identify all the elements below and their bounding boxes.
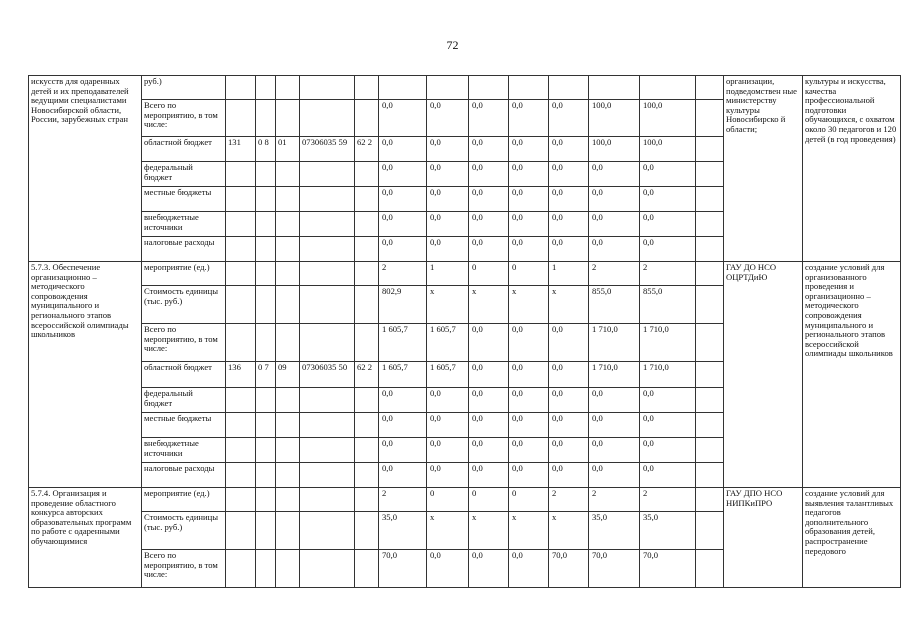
budget-code-cell xyxy=(300,388,355,413)
budget-code-cell xyxy=(276,286,300,324)
budget-code-cell xyxy=(276,100,300,137)
indicator-label-cell: мероприятие (ед.) xyxy=(142,262,226,286)
budget-code-cell xyxy=(276,187,300,212)
budget-code-cell xyxy=(226,187,256,212)
value-cell xyxy=(469,76,509,100)
indicator-label-cell: мероприятие (ед.) xyxy=(142,488,226,512)
budget-code-cell: 131 xyxy=(226,137,256,162)
indicator-label-cell: внебюджетные источники xyxy=(142,212,226,237)
budget-code-cell xyxy=(276,413,300,438)
table-body xyxy=(29,76,901,588)
budget-code-cell xyxy=(300,438,355,463)
indicator-label-cell: налоговые расходы xyxy=(142,463,226,488)
value-cell: 0,0 xyxy=(469,388,509,413)
indicator-label-cell: федеральный бюджет xyxy=(142,388,226,413)
empty-cell xyxy=(696,237,724,262)
value-cell: 0,0 xyxy=(509,550,549,588)
budget-code-cell xyxy=(226,237,256,262)
empty-cell xyxy=(696,100,724,137)
budget-code-cell xyxy=(256,413,276,438)
budget-code-cell: 0 8 xyxy=(256,137,276,162)
value-cell: 0,0 xyxy=(589,162,640,187)
result-cell: создание условий для выявления талантливых педагогов дополнительного образования детей, распространение передового xyxy=(803,488,901,588)
budget-code-cell xyxy=(256,550,276,588)
table-row xyxy=(29,76,901,100)
budget-code-cell xyxy=(226,76,256,100)
value-cell: 0,0 xyxy=(427,187,469,212)
value-cell: 70,0 xyxy=(589,550,640,588)
value-cell: 0,0 xyxy=(589,187,640,212)
value-cell: x xyxy=(549,286,589,324)
budget-code-cell xyxy=(226,488,256,512)
budget-code-cell xyxy=(355,187,379,212)
value-cell: 0,0 xyxy=(549,212,589,237)
value-cell: 2 xyxy=(589,262,640,286)
value-cell xyxy=(549,76,589,100)
empty-cell xyxy=(696,324,724,362)
budget-code-cell xyxy=(226,212,256,237)
value-cell: 0 xyxy=(469,262,509,286)
budget-code-cell xyxy=(256,488,276,512)
value-cell: 0,0 xyxy=(509,463,549,488)
empty-cell xyxy=(696,488,724,512)
value-cell: x xyxy=(427,286,469,324)
budget-code-cell xyxy=(256,463,276,488)
value-cell: 1 710,0 xyxy=(589,362,640,388)
value-cell: 0,0 xyxy=(469,324,509,362)
empty-cell xyxy=(696,162,724,187)
empty-cell xyxy=(696,550,724,588)
page-number: 72 xyxy=(446,38,459,52)
budget-code-cell xyxy=(355,463,379,488)
budget-code-cell: 07306035 59 xyxy=(300,137,355,162)
budget-code-cell xyxy=(226,162,256,187)
value-cell: 2 xyxy=(640,488,696,512)
value-cell: 0,0 xyxy=(589,388,640,413)
budget-code-cell xyxy=(355,488,379,512)
value-cell: 0,0 xyxy=(509,388,549,413)
indicator-label-cell: Стоимость единицы (тыс. руб.) xyxy=(142,286,226,324)
value-cell: 0,0 xyxy=(589,212,640,237)
budget-code-cell xyxy=(276,488,300,512)
value-cell: 0,0 xyxy=(640,388,696,413)
value-cell: 70,0 xyxy=(640,550,696,588)
activity-title-cell: искусств для одаренных детей и их преподавателей ведущими специалистами Новосибирской области, России, зарубежных стран xyxy=(29,76,142,262)
budget-code-cell xyxy=(355,237,379,262)
budget-code-cell xyxy=(300,488,355,512)
budget-code-cell xyxy=(226,262,256,286)
budget-code-cell xyxy=(226,324,256,362)
value-cell: 35,0 xyxy=(640,512,696,550)
budget-code-cell xyxy=(276,262,300,286)
value-cell xyxy=(509,76,549,100)
value-cell: 2 xyxy=(549,488,589,512)
budget-code-cell xyxy=(276,550,300,588)
value-cell: 0,0 xyxy=(427,212,469,237)
value-cell: x xyxy=(427,512,469,550)
value-cell: 0,0 xyxy=(549,438,589,463)
budget-code-cell xyxy=(226,438,256,463)
value-cell: 0,0 xyxy=(640,212,696,237)
budget-code-cell xyxy=(355,413,379,438)
value-cell: 0,0 xyxy=(589,237,640,262)
value-cell: 0 xyxy=(509,262,549,286)
value-cell: 0,0 xyxy=(509,413,549,438)
value-cell: 0,0 xyxy=(469,237,509,262)
executor-cell: ГАУ ДО НСО ОЦРТДиЮ xyxy=(724,262,803,488)
executor-cell: ГАУ ДПО НСО НИПКиПРО xyxy=(724,488,803,588)
executor-cell: организации, подведомствен ные министерству культуры Новосибирско й области; xyxy=(724,76,803,262)
value-cell: 1 xyxy=(549,262,589,286)
value-cell: x xyxy=(509,512,549,550)
budget-code-cell xyxy=(276,512,300,550)
indicator-label-cell: внебюджетные источники xyxy=(142,438,226,463)
value-cell: 0,0 xyxy=(509,438,549,463)
value-cell: 0,0 xyxy=(379,388,427,413)
empty-cell xyxy=(696,286,724,324)
value-cell: 0,0 xyxy=(427,413,469,438)
indicator-label-cell: федеральный бюджет xyxy=(142,162,226,187)
value-cell: 1 xyxy=(427,262,469,286)
value-cell: 70,0 xyxy=(379,550,427,588)
indicator-label-cell: областной бюджет xyxy=(142,137,226,162)
empty-cell xyxy=(696,187,724,212)
budget-code-cell xyxy=(276,388,300,413)
budget-code-cell xyxy=(355,438,379,463)
budget-code-cell xyxy=(276,438,300,463)
budget-code-cell xyxy=(256,438,276,463)
value-cell: 0,0 xyxy=(549,463,589,488)
value-cell: 0 xyxy=(469,488,509,512)
budget-code-cell xyxy=(226,100,256,137)
budget-code-cell xyxy=(256,100,276,137)
budget-code-cell xyxy=(300,324,355,362)
budget-code-cell xyxy=(276,237,300,262)
value-cell: 0,0 xyxy=(469,162,509,187)
value-cell xyxy=(379,76,427,100)
budget-code-cell: 0 7 xyxy=(256,362,276,388)
budget-code-cell xyxy=(226,413,256,438)
value-cell: 0,0 xyxy=(469,463,509,488)
empty-cell xyxy=(696,512,724,550)
value-cell: 0,0 xyxy=(509,187,549,212)
empty-cell xyxy=(696,463,724,488)
value-cell: 0,0 xyxy=(379,100,427,137)
value-cell: 0,0 xyxy=(379,162,427,187)
budget-code-cell xyxy=(300,262,355,286)
value-cell: 0,0 xyxy=(589,438,640,463)
value-cell: 0,0 xyxy=(379,212,427,237)
value-cell: 100,0 xyxy=(589,100,640,137)
value-cell: 0,0 xyxy=(589,463,640,488)
value-cell: 0,0 xyxy=(640,162,696,187)
value-cell: x xyxy=(469,512,509,550)
budget-code-cell xyxy=(355,388,379,413)
budget-code-cell xyxy=(256,262,276,286)
value-cell: 0,0 xyxy=(427,100,469,137)
budget-code-cell xyxy=(300,212,355,237)
activity-title-cell: 5.7.3. Обеспечение организационно – методического сопровождения муниципального и регионального этапов всероссийской олимпиады школьников xyxy=(29,262,142,488)
empty-cell xyxy=(696,438,724,463)
value-cell: 0,0 xyxy=(379,413,427,438)
value-cell: 2 xyxy=(379,488,427,512)
indicator-label-cell: областной бюджет xyxy=(142,362,226,388)
budget-code-cell: 07306035 50 xyxy=(300,362,355,388)
budget-code-cell: 09 xyxy=(276,362,300,388)
budget-code-cell xyxy=(355,286,379,324)
value-cell: 0,0 xyxy=(469,137,509,162)
budget-code-cell xyxy=(355,212,379,237)
indicator-label-cell: местные бюджеты xyxy=(142,187,226,212)
value-cell: 855,0 xyxy=(589,286,640,324)
value-cell: 0,0 xyxy=(469,362,509,388)
value-cell: 0,0 xyxy=(379,137,427,162)
value-cell: 0,0 xyxy=(379,463,427,488)
budget-code-cell xyxy=(355,76,379,100)
value-cell: 0,0 xyxy=(509,212,549,237)
budget-code-cell xyxy=(300,286,355,324)
value-cell: 855,0 xyxy=(640,286,696,324)
value-cell: 0,0 xyxy=(549,388,589,413)
budget-code-cell xyxy=(226,512,256,550)
budget-code-cell xyxy=(256,162,276,187)
value-cell: x xyxy=(549,512,589,550)
table-row xyxy=(29,262,901,286)
value-cell: 0,0 xyxy=(469,550,509,588)
budget-code-cell: 62 2 xyxy=(355,362,379,388)
value-cell: 0,0 xyxy=(469,413,509,438)
value-cell: 0 xyxy=(509,488,549,512)
indicator-label-cell: Стоимость единицы (тыс. руб.) xyxy=(142,512,226,550)
value-cell: 0,0 xyxy=(509,100,549,137)
value-cell: 1 710,0 xyxy=(589,324,640,362)
budget-code-cell xyxy=(300,550,355,588)
value-cell: 0,0 xyxy=(427,237,469,262)
value-cell: 0,0 xyxy=(640,463,696,488)
budget-code-cell xyxy=(276,463,300,488)
budget-code-cell xyxy=(355,550,379,588)
value-cell xyxy=(589,76,640,100)
budget-code-cell xyxy=(256,187,276,212)
value-cell: 0,0 xyxy=(640,413,696,438)
budget-code-cell xyxy=(300,187,355,212)
value-cell: 0,0 xyxy=(427,137,469,162)
value-cell: 0,0 xyxy=(427,550,469,588)
value-cell: 0,0 xyxy=(469,212,509,237)
value-cell: 0,0 xyxy=(640,237,696,262)
value-cell: 1 605,7 xyxy=(427,362,469,388)
value-cell: 0,0 xyxy=(427,388,469,413)
indicator-label-cell: руб.) xyxy=(142,76,226,100)
empty-cell xyxy=(696,262,724,286)
empty-cell xyxy=(696,388,724,413)
indicator-label-cell: местные бюджеты xyxy=(142,413,226,438)
value-cell: 0,0 xyxy=(379,237,427,262)
value-cell: 0,0 xyxy=(379,438,427,463)
budget-code-cell xyxy=(355,512,379,550)
value-cell: 0,0 xyxy=(549,187,589,212)
budget-code-cell xyxy=(355,324,379,362)
value-cell: 35,0 xyxy=(589,512,640,550)
budget-code-cell xyxy=(300,512,355,550)
value-cell: 1 710,0 xyxy=(640,362,696,388)
budget-code-cell xyxy=(226,463,256,488)
result-cell: создание условий для организованного проведения и организационно – методического сопровождения муниципального и регионального этапов всероссийской олимпиады школьников xyxy=(803,262,901,488)
budget-code-cell xyxy=(300,237,355,262)
empty-cell xyxy=(696,362,724,388)
budget-code-cell xyxy=(276,162,300,187)
budget-code-cell xyxy=(300,76,355,100)
budget-code-cell xyxy=(300,162,355,187)
value-cell: 0,0 xyxy=(469,438,509,463)
value-cell: 100,0 xyxy=(640,100,696,137)
budget-code-cell xyxy=(256,286,276,324)
value-cell: 35,0 xyxy=(379,512,427,550)
value-cell: 0,0 xyxy=(469,187,509,212)
value-cell: 1 605,7 xyxy=(379,324,427,362)
value-cell: 0,0 xyxy=(509,362,549,388)
value-cell: 1 605,7 xyxy=(379,362,427,388)
value-cell: 0,0 xyxy=(509,324,549,362)
value-cell: 802,9 xyxy=(379,286,427,324)
value-cell: 2 xyxy=(379,262,427,286)
budget-code-cell xyxy=(355,100,379,137)
value-cell: 0,0 xyxy=(509,237,549,262)
empty-cell xyxy=(696,413,724,438)
value-cell: 1 605,7 xyxy=(427,324,469,362)
budget-code-cell xyxy=(256,324,276,362)
value-cell: x xyxy=(509,286,549,324)
budget-code-cell xyxy=(256,76,276,100)
value-cell: 0,0 xyxy=(469,100,509,137)
indicator-label-cell: Всего по мероприятию, в том числе: xyxy=(142,324,226,362)
value-cell: 2 xyxy=(589,488,640,512)
value-cell: 0,0 xyxy=(640,187,696,212)
value-cell: 2 xyxy=(640,262,696,286)
budget-code-cell xyxy=(276,324,300,362)
value-cell: 0,0 xyxy=(427,438,469,463)
budget-code-cell xyxy=(226,286,256,324)
budget-code-cell xyxy=(276,212,300,237)
budget-code-cell xyxy=(226,550,256,588)
empty-cell xyxy=(696,212,724,237)
value-cell: 0,0 xyxy=(549,324,589,362)
budget-code-cell xyxy=(226,388,256,413)
empty-cell xyxy=(696,76,724,100)
program-table xyxy=(28,75,901,588)
value-cell xyxy=(427,76,469,100)
value-cell: 0,0 xyxy=(509,137,549,162)
value-cell: 0,0 xyxy=(509,162,549,187)
value-cell: 0,0 xyxy=(427,463,469,488)
indicator-label-cell: Всего по мероприятию, в том числе: xyxy=(142,100,226,137)
value-cell: 0,0 xyxy=(427,162,469,187)
value-cell: 1 710,0 xyxy=(640,324,696,362)
empty-cell xyxy=(696,137,724,162)
value-cell: 0,0 xyxy=(549,413,589,438)
value-cell: 0,0 xyxy=(640,438,696,463)
result-cell: культуры и искусства, качества профессиональной подготовки обучающихся, с охватом около 30 педагогов и 120 детей (в год проведения) xyxy=(803,76,901,262)
value-cell: 0,0 xyxy=(549,362,589,388)
value-cell: 0 xyxy=(427,488,469,512)
budget-code-cell xyxy=(256,237,276,262)
table-row xyxy=(29,488,901,512)
value-cell: 0,0 xyxy=(549,137,589,162)
budget-code-cell xyxy=(300,413,355,438)
budget-code-cell xyxy=(300,100,355,137)
budget-code-cell xyxy=(355,162,379,187)
value-cell: 0,0 xyxy=(549,162,589,187)
value-cell: 0,0 xyxy=(379,187,427,212)
budget-code-cell xyxy=(256,388,276,413)
budget-code-cell: 136 xyxy=(226,362,256,388)
value-cell: 0,0 xyxy=(549,237,589,262)
value-cell: 100,0 xyxy=(589,137,640,162)
budget-code-cell xyxy=(256,512,276,550)
budget-code-cell xyxy=(256,212,276,237)
value-cell: 0,0 xyxy=(589,413,640,438)
budget-code-cell xyxy=(276,76,300,100)
value-cell: x xyxy=(469,286,509,324)
activity-title-cell: 5.7.4. Организация и проведение областного конкурса авторских образовательных программ по работе с одаренными обучающимися xyxy=(29,488,142,588)
value-cell xyxy=(640,76,696,100)
indicator-label-cell: Всего по мероприятию, в том числе: xyxy=(142,550,226,588)
budget-code-cell: 62 2 xyxy=(355,137,379,162)
budget-code-cell xyxy=(300,463,355,488)
budget-code-cell xyxy=(355,262,379,286)
value-cell: 70,0 xyxy=(549,550,589,588)
budget-code-cell: 01 xyxy=(276,137,300,162)
value-cell: 0,0 xyxy=(549,100,589,137)
indicator-label-cell: налоговые расходы xyxy=(142,237,226,262)
value-cell: 100,0 xyxy=(640,137,696,162)
